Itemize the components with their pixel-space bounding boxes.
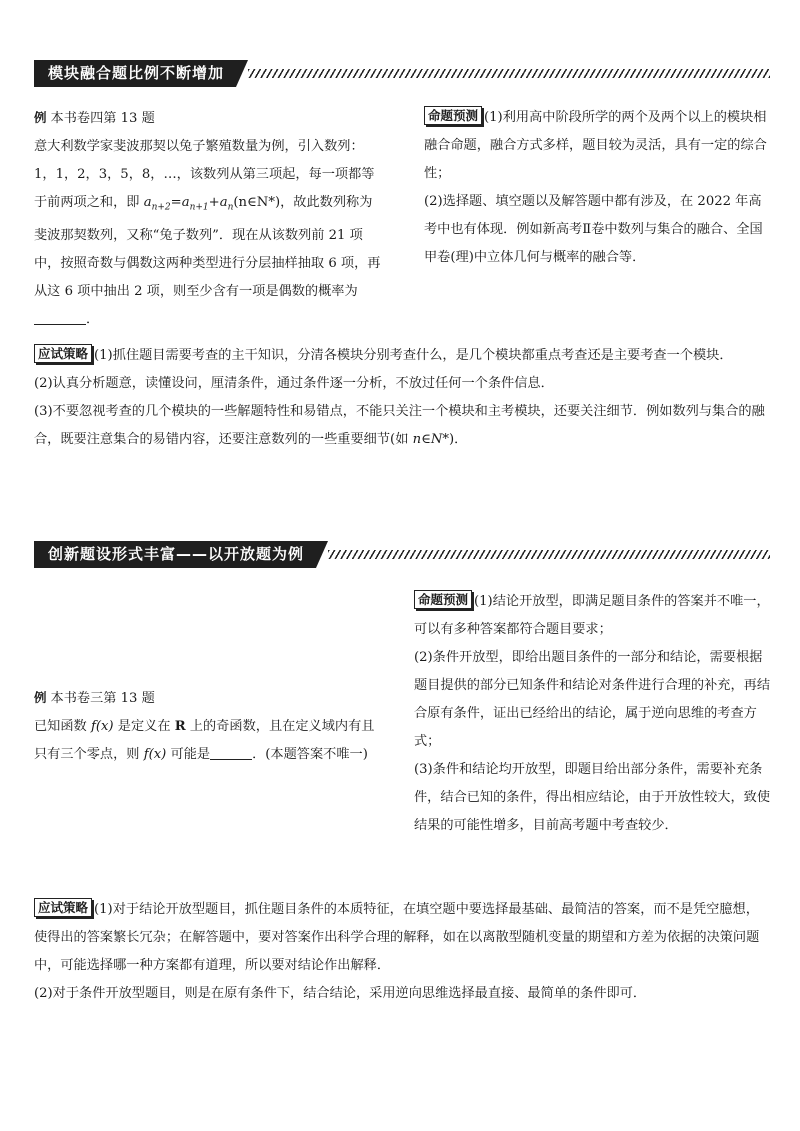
prediction-p2: (2)选择题、填空题以及解答题中都有涉及，在 2022 年高考中也有体现．例如新高考Ⅱ卷中数列与集合的融合、全国甲卷(理)中立体几何与概率的融合等． [424, 194, 763, 265]
real-set-R: R [174, 719, 186, 734]
section1-banner [34, 60, 236, 87]
prediction-tag: 命题预测 [414, 590, 472, 609]
example-label: 例 [34, 690, 47, 705]
answer-blank[interactable] [210, 745, 252, 760]
section2-prediction [414, 588, 772, 840]
prediction-p1: (1)利用高中阶段所学的两个及两个以上的模块相融合命题，融合方式多样，题目较为灵活，具有一定的综合性； [424, 110, 767, 181]
prediction-tag: 命题预测 [424, 106, 482, 125]
prediction-p3: (3)条件和结论均开放型，即题目给出部分条件，需要补充条件，结合已知的条件，得出相应结论，由于开放性较大，致使结果的可能性增多，目前高考题中考查较少． [414, 762, 771, 833]
section1-title: 模块融合题比例不断增加 [34, 60, 236, 87]
section2-title: 创新题设形式丰富——以开放题为例 [34, 541, 316, 568]
strategy-tag: 应试策略 [34, 344, 92, 363]
fibonacci-formula: $a_{n+2}=a_{n+1}+a_n$ [143, 195, 234, 213]
prediction-p1: (1)结论开放型，即满足题目条件的答案并不唯一，可以有多种答案都符合题目要求； [414, 594, 770, 637]
strategy-p3a: (3)不要忽视考查的几个模块的一些解题特性和易错点，不能只关注一个模块和主考模块，还要关注细节．例如数列与集合的融合，既要注意集合的易错内容，还要注意数列的一些重要细节(如 [34, 404, 765, 447]
section1-hatch-divider [248, 69, 770, 78]
prediction-p2: (2)条件开放型，即给出题目条件的一部分和结论，需要根据题目提供的部分已知条件和结论对条件进行合理的补充，再结合原有条件，证出已经给出的结论，属于逆向思维的考查方式； [414, 650, 771, 749]
function-fx: f(x) [143, 747, 167, 762]
section1-prediction [424, 104, 770, 272]
section2-example: 例 本书卷三第 13 题 已知函数 f(x) 是定义在 R 上的奇函数，且在定义域内有且只有三个零点，则 f(x) 可能是 ．(本题答案不唯一) [34, 690, 375, 762]
strategy-p1: (1)抓住题目需要考查的主干知识，分清各模块分别考查什么，是几个模块都重点考查还是主要考查一个模块． [94, 348, 733, 363]
section1-example: 例 本书卷四第 13 题 意大利数学家斐波那契以兔子繁殖数量为例，引入数列：1，1，2，3，5，8，…，该数列从第三项起，每一项都等于前两项之和，即 $a_{n+2}=a_{n+1}+a_n(n\in N*)$，故此数列称为斐波那契数列，又称“兔子数列”．现在从该数列前 21 项中，按照奇数与偶数这两种类型进行分层抽样抽取 6 项，再从这 6 项中抽出 2 项，则至少含有一项是偶数的概率为． [34, 110, 381, 327]
section2-strategy [34, 896, 772, 1008]
strategy-p2: (2)对于条件开放型题目，则是在原有条件下，结合结论，采用逆向思维选择最直接、最简单的条件即可． [34, 986, 647, 1001]
example-source: 本书卷四第 13 题 [50, 111, 155, 126]
strategy-tag: 应试策略 [34, 898, 92, 917]
formula-tail: (n∈N*) [233, 195, 281, 210]
answer-blank[interactable] [34, 310, 86, 325]
strategy-p2: (2)认真分析题意，读懂设问，厘清条件，通过条件逐一分析，不放过任何一个条件信息． [34, 376, 554, 391]
section2-banner [34, 541, 316, 568]
section2-hatch-divider [328, 550, 770, 559]
strategy-p3b: n∈N* [412, 432, 449, 447]
example-text-b: ，故此数列称为斐波那契数列，又称“兔子数列”．现在从该数列前 21 项中，按照奇数与偶数这两种类型进行分层抽样抽取 6 项，再从这 6 项中抽出 2 项，则至少含有一项是偶数的概率为 [34, 195, 381, 299]
function-fx: f(x) [90, 719, 114, 734]
strategy-p3c: )． [448, 432, 468, 447]
example-text-a: 意大利数学家斐波那契以兔子繁殖数量为例，引入数列：1，1，2，3，5，8，…，该数列从第三项起，每一项都等于前两项之和，即 [34, 139, 375, 210]
section1-strategy [34, 342, 772, 454]
strategy-p1: (1)对于结论开放型题目，抓住题目条件的本质特征，在填空题中要选择最基础、最简洁的答案，而不是凭空臆想，使得出的答案繁长冗杂；在解答题中，要对答案作出科学合理的解释，如在以离散型随机变量的期望和方差为依据的决策问题中，可能选择哪一种方案都有道理，所以要对结论作出解释． [34, 902, 760, 973]
example-label: 例 [34, 110, 47, 125]
example-source: 本书卷三第 13 题 [50, 691, 155, 706]
